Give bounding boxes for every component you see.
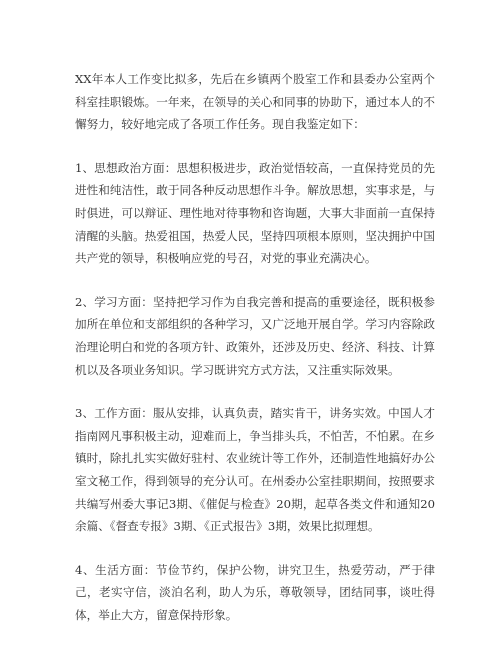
life-paragraph: 4、生活方面：节俭节约，保护公物，讲究卫生，热爱劳动，严于律己，老实守信，淡泊名利，助人为乐，尊敬领导，团结同事，谈吐得体，举止大方，留意保持形象。 [75,562,435,622]
intro-paragraph: XX年本人工作变比拟多，先后在乡镇两个股室工作和县委办公室两个科室挂职锻炼。一年来，在领导的关心和同事的协助下，通过本人的不懈努力，较好地完成了各项工作任务。现自我鉴定如下： [75,72,435,132]
political-paragraph: 1、思想政治方面：思想积极进步，政治觉悟较高，一直保持党员的先进性和纯洁性，敢于同各种反动思想作斗争。解放思想，实事求是，与时俱进，可以辩证、理性地对待事物和咨询题，大事大非面前一直保持清醒的头脑。热爱祖国，热爱人民，坚持四项根本原则，坚决拥护中国共产党的领导，积极响应党的号召，对党的事业充满决心。 [75,160,435,266]
work-paragraph: 3、工作方面：服从安排，认真负责，踏实肯干，讲务实效。中国人才指南网凡事积极主动，迎难而上，争当排头兵，不怕苦，不怕累。在乡镇时，除扎扎实实做好驻村、农业统计等工作外，还制造性地搞好办公室文秘工作，得到领导的充分认可。在州委办公室挂职期间，按照要求共编写州委大事记3期、《催促与检查》20期，起草各类文件和通知20余篇、《督查专报》3期、《正式报告》3期，效果比拟理想。 [75,406,435,534]
study-paragraph: 2、学习方面：坚持把学习作为自我完善和提高的重要途径，既积极参加所在单位和支部组织的各种学习，又广泛地开展自学。学习内容除政治理论明白和党的各项方针、政策外，还涉及历史、经济、科技、计算机以及各项业务知识。学习既讲究方式方法，又注重实际效果。 [75,294,435,377]
document-body [75,68,435,647]
